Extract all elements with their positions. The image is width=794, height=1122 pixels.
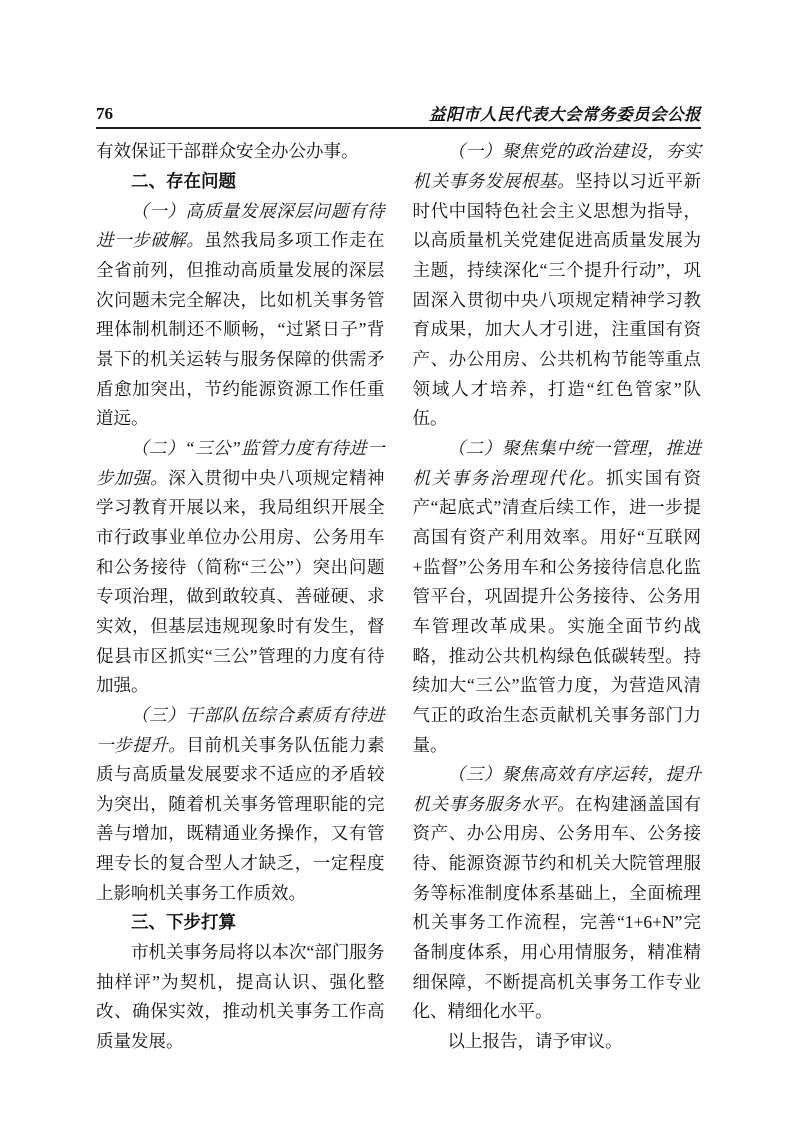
left-column (96, 137, 385, 1056)
kai-lead-sentence: （三）干部队伍综合素质有待进一步提升。 (96, 704, 385, 755)
paragraph: （三）聚焦高效有序运转，提升机关事务服务水平。在构建涵盖国有资产、办公用房、公务用车、公务接待、能源资源节约和机关大院管理服务等标准制度体系基础上，全面梳理机关事务工作流程，完善“1+6+N”完备制度体系，用心用情服务，精准精细保障，不断提高机关事务工作专业化、精细化水平。 (412, 764, 702, 1022)
section-heading: 三、下步打算 (131, 912, 236, 933)
right-column (413, 137, 702, 1056)
page-header (96, 104, 701, 129)
paragraph: （二）“三公”监管力度有待进一步加强。深入贯彻中央八项规定精神学习教育开展以来，我局组织开展全市行政事业单位办公用房、公务用车和公务接待（简称“三公”）突出问题专项治理，做到敢较真、善碰硬、求实效，但基层违规现象时有发生，督促县市区抓实“三公”管理的力度有待加强。 (96, 437, 385, 696)
page-content (96, 104, 701, 1057)
paragraph: （三）干部队伍综合素质有待进一步提升。目前机关事务队伍能力素质与高质量发展要求不适应的矛盾较为突出，随着机关事务管理职能的完善与增加，既精通业务操作，又有管理专长的复合型人才缺乏，一定程度上影响机关事务工作质效。 (96, 704, 385, 903)
paragraph: （二）聚焦集中统一管理，推进机关事务治理现代化。抓实国有资产“起底式”清查后续工作，进一步提高国有资产利用效率。用好“互联网+监督”公务用车和公务接待信息化监管平台，巩固提升公务接待、公务用车管理改革成果。实施全面节约战略，推动公共机构绿色低碳转型。持续加大“三公”监管力度，为营造风清气正的政治生态贡献机关事务部门力量。 (412, 437, 702, 755)
kai-lead-sentence: （一）高质量发展深层问题有待进一步破解。 (96, 200, 385, 251)
kai-lead-sentence: （二）聚焦集中统一管理，推进机关事务治理现代化。 (412, 437, 701, 488)
kai-lead-sentence: （二）“三公”监管力度有待进一步加强。 (96, 437, 385, 488)
kai-lead-sentence: （三）聚焦高效有序运转，提升机关事务服务水平。 (412, 764, 701, 814)
kai-lead-sentence: （一）聚焦党的政治建设，夯实机关事务发展根基。 (412, 141, 701, 192)
paragraph: 以上报告，请予审议。 (447, 1031, 623, 1052)
paragraph: （一）聚焦党的政治建设，夯实机关事务发展根基。坚持以习近平新时代中国特色社会主义思想为指导，以高质量机关党建促进高质量发展为主题，持续深化“三个提升行动”，巩固深入贯彻中央八项规定精神学习教育成果，加大人才引进，注重国有资产、办公用房、公共机构节能等重点领域人才培养，打造“红色管家”队伍。 (412, 141, 702, 429)
journal-title: 益阳市人民代表大会常务委员会公报 (429, 104, 701, 124)
section-heading: 二、存在问题 (131, 171, 236, 192)
two-column-body (96, 137, 701, 1056)
paragraph: 市机关事务局将以本次“部门服务抽样评”为契机，提高认识、强化整改、确保实效，推动机关事务工作高质量发展。 (96, 942, 385, 1052)
paragraph: 有效保证干部群众安全办公办事。 (96, 141, 359, 162)
page-number: 76 (96, 104, 113, 123)
paragraph: （一）高质量发展深层问题有待进一步破解。虽然我局多项工作走在全省前列，但推动高质量发展的深层次问题未完全解决，比如机关事务管理体制机制还不顺畅，“过紧日子”背景下的机关运转与服务保障的供需矛盾愈加突出，节约能源资源工作任重道远。 (96, 200, 385, 429)
